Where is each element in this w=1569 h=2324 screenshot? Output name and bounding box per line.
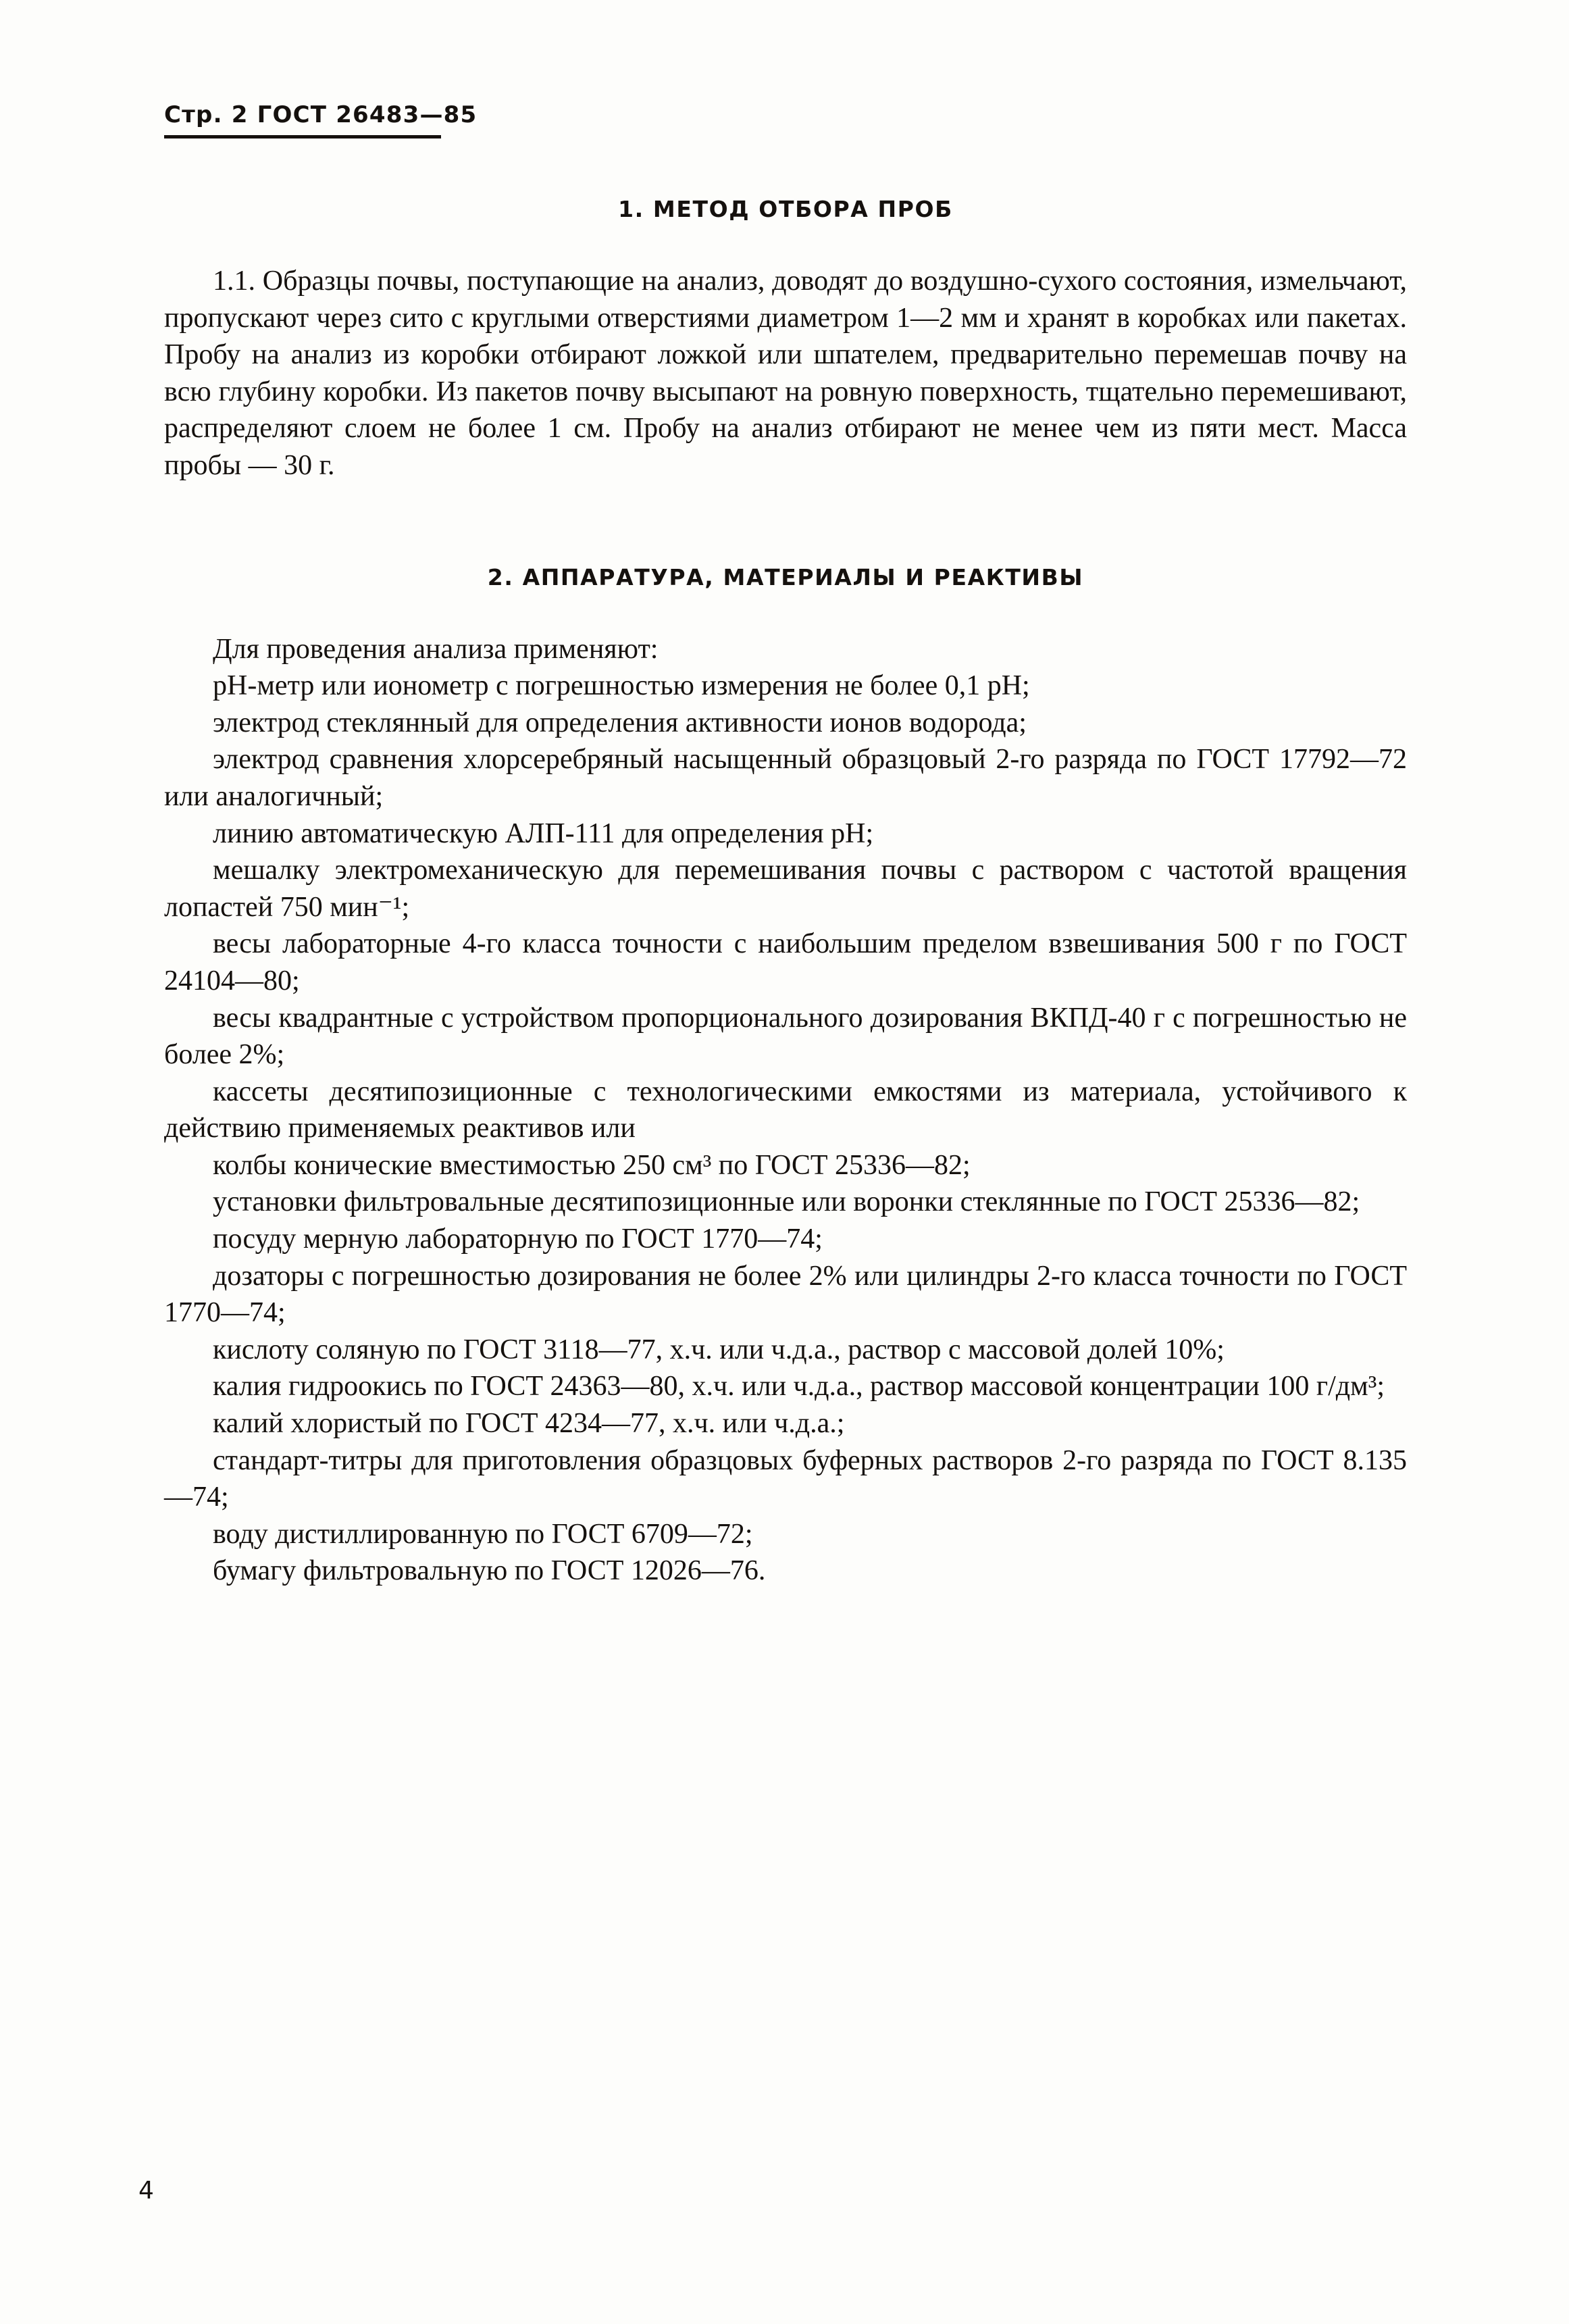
section-2-intro: Для проведения анализа применяют: [213,633,659,665]
list-item: стандарт-титры для приготовления образцовых буферных растворов 2-го разряда по ГОСТ 8.135—74; [164,1444,1407,1513]
running-head-rule [164,135,441,138]
running-head-text: Стр. 2 ГОСТ 26483—85 [164,101,478,128]
section-1-title: 1. МЕТОД ОТБОРА ПРОБ [618,196,953,222]
list-item: воду дистиллированную по ГОСТ 6709—72; [213,1518,753,1550]
list-item: мешалку электромеханическую для перемешивания почвы с раствором с частотой вращения лопастей 750 мин⁻¹; [164,855,1407,923]
list-item: электрод сравнения хлорсеребряный насыщенный образцовый 2-го разряда по ГОСТ 17792—72 или аналогичный; [164,744,1407,812]
section-1-paragraph-1: 1.1. Образцы почвы, поступающие на анализ, доводят до воздушно-сухого состояния, измельчают, пропускают через сито с круглыми отверстиями диаметром 1—2 мм и хранят в коробках или пакетах. Пробу на анализ из коробки отбирают ложкой или шпателем, предварительно перемешав почву на всю глубину коробки. Из пакетов почву высыпают на ровную поверхность, тщательно перемешивают, распределяют слоем не более 1 см. Пробу на анализ отбирают не менее чем из пяти мест. Масса пробы — 30 г. [164,266,1407,481]
page-number: 4 [138,2177,154,2204]
list-item: кассеты десятипозиционные с технологическими емкостями из материала, устойчивого к действию применяемых реактивов или [164,1076,1407,1144]
list-item: линию автоматическую АЛП-111 для определения pH; [213,817,874,849]
list-item: колбы конические вместимостью 250 см³ по ГОСТ 25336—82; [213,1149,971,1181]
list-item: весы квадрантные с устройством пропорционального дозирования ВКПД-40 г с погрешностью не более 2%; [164,1002,1407,1071]
list-item: посуду мерную лабораторную по ГОСТ 1770—74; [213,1223,823,1255]
section-2-title: 2. АППАРАТУРА, МАТЕРИАЛЫ И РЕАКТИВЫ [487,563,1084,590]
list-item: кислоту соляную по ГОСТ 3118—77, х.ч. или ч.д.а., раствор с массовой долей 10%; [213,1334,1225,1365]
list-item: бумагу фильтровальную по ГОСТ 12026—76. [213,1555,766,1587]
list-item: калий хлористый по ГОСТ 4234—77, х.ч. или ч.д.а.; [213,1408,845,1440]
body-column [164,196,1407,1590]
list-item: дозаторы с погрешностью дозирования не более 2% или цилиндры 2-го класса точности по ГОСТ 1770—74; [164,1260,1407,1329]
list-item: установки фильтровальные десятипозиционные или воронки стеклянные по ГОСТ 25336—82; [213,1186,1360,1218]
list-item: весы лабораторные 4-го класса точности с наибольшим пределом взвешивания 500 г по ГОСТ 24104—80; [164,928,1407,996]
list-item: pH-метр или ионометр с погрешностью измерения не более 0,1 pH; [213,670,1030,702]
running-head [164,101,637,138]
list-item: калия гидроокись по ГОСТ 24363—80, х.ч. или ч.д.а., раствор массовой концентрации 100 г/дм³; [213,1371,1385,1403]
list-item: электрод стеклянный для определения активности ионов водорода; [213,707,1027,738]
